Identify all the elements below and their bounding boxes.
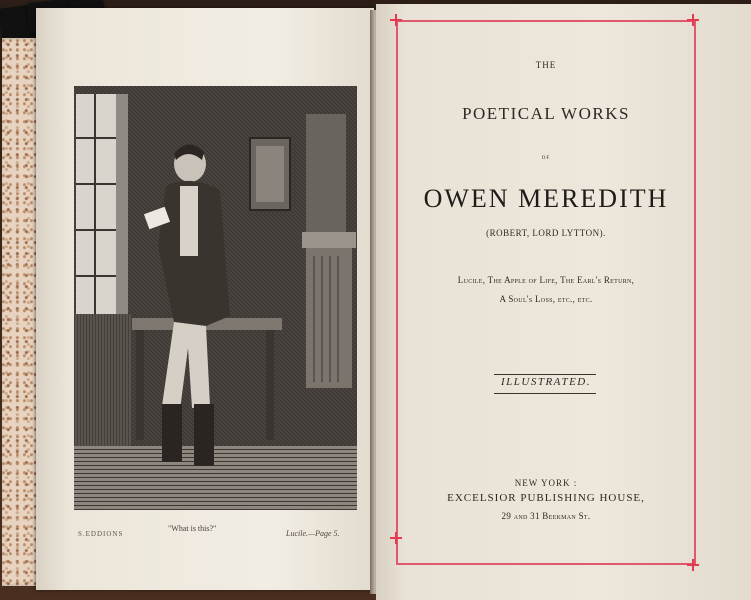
title-page (376, 4, 751, 600)
rule-line (494, 374, 596, 375)
corner-ornament (687, 14, 699, 26)
illustrated-label: ILLUSTRATED. (500, 376, 592, 388)
rule-line (494, 393, 596, 394)
frontispiece-engraving (74, 86, 357, 510)
book-title: POETICAL WORKS (462, 104, 630, 123)
title-of: OF (541, 156, 551, 161)
title-article: THE (535, 60, 557, 70)
marbled-endpaper (2, 38, 38, 586)
publisher-address: 29 and 31 Beekman St. (501, 511, 591, 521)
page-reference: Lucile.—Page 5. (286, 529, 340, 538)
illustration-caption: "What is this?" (168, 524, 217, 533)
corner-ornament (390, 14, 402, 26)
contents-line: Lucile, The Apple of Life, The Earl's Return, (457, 275, 635, 285)
publisher-city: NEW YORK : (514, 478, 578, 488)
corner-ornament (390, 532, 402, 544)
author-real-name: (ROBERT, LORD LYTTON). (486, 228, 606, 238)
corner-ornament (687, 559, 699, 571)
contents-line: A Soul's Loss, etc., etc. (499, 294, 593, 304)
engraver-credit: S.EDDIONS (78, 530, 124, 538)
publisher-name: EXCELSIOR PUBLISHING HOUSE, (447, 492, 645, 504)
author-name: OWEN MEREDITH (423, 184, 669, 213)
